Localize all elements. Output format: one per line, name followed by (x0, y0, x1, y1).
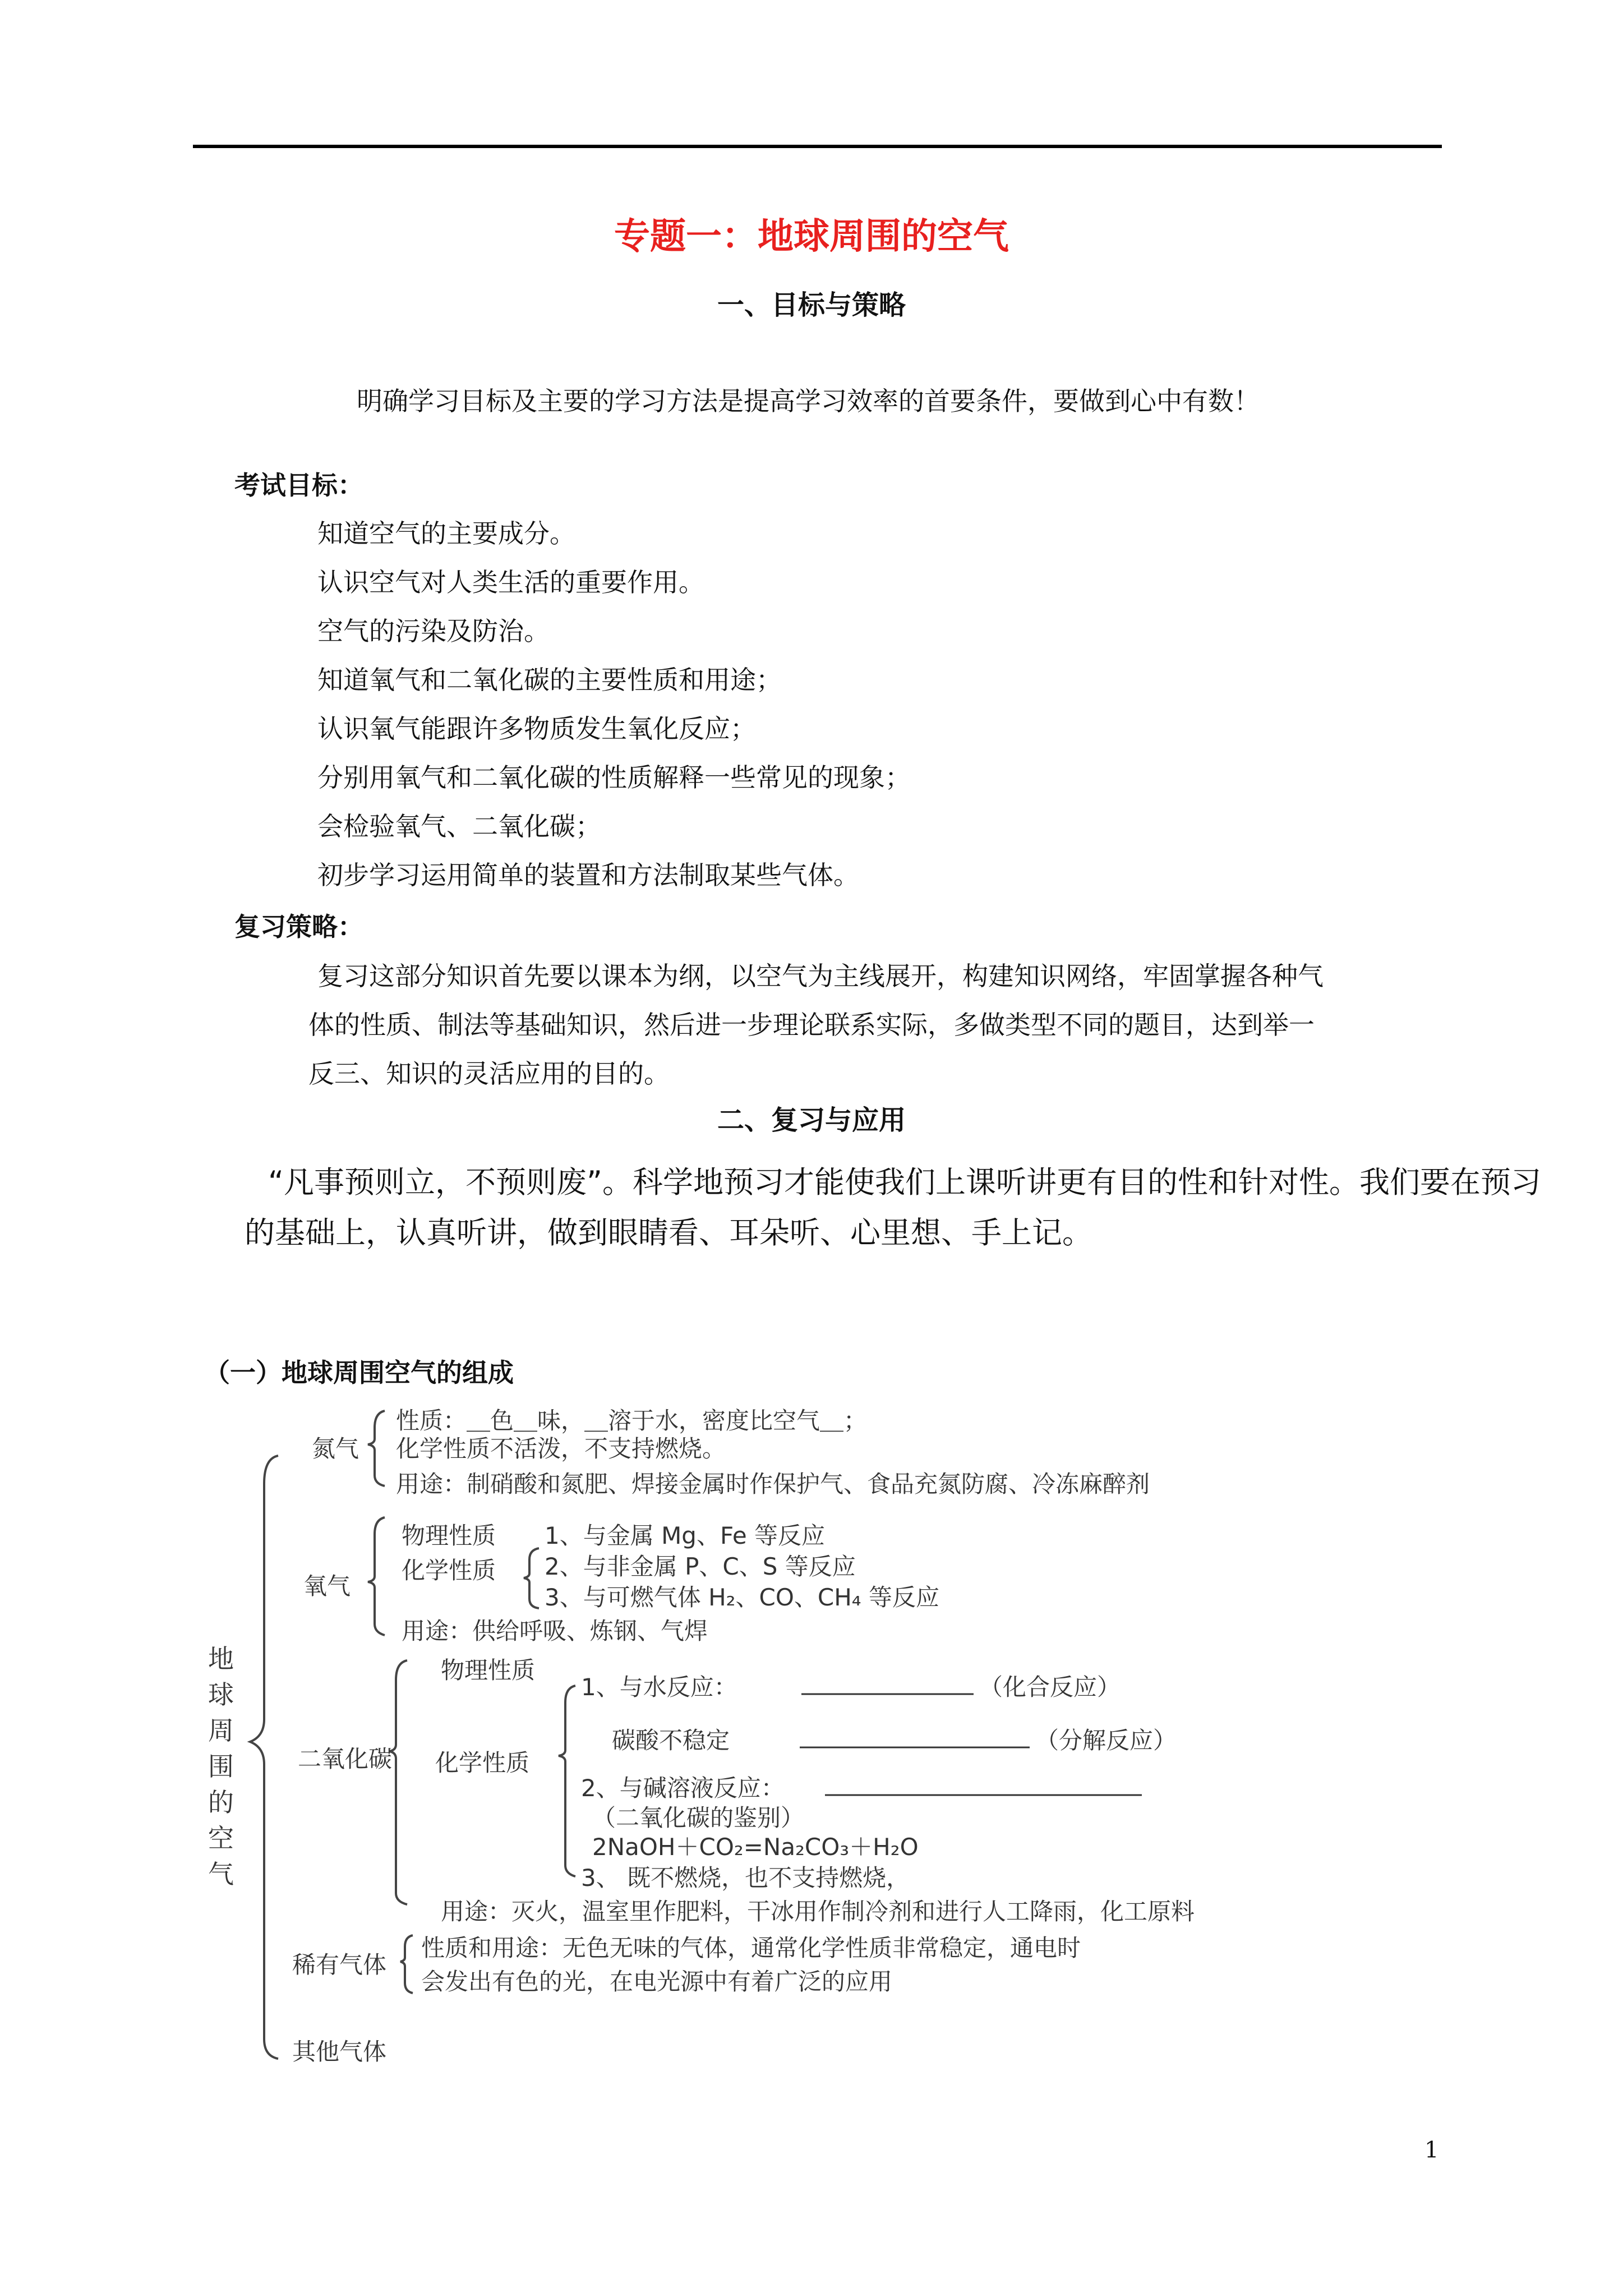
rare-gas-line-1: 性质和用途：无色无味的气体，通常化学性质非常稳定，通电时 (421, 1934, 1081, 1962)
co2-equation: 2NaOH＋CO₂=Na₂CO₃＋H₂O (592, 1833, 919, 1861)
preview-line-1: “凡事预则立，不预则废”。科学地预习才能使我们上课听讲更有目的性和针对性。我们要在预习 (268, 1165, 1541, 1200)
co2-phys: 物理性质 (441, 1657, 536, 1684)
diagram-root-label: 地 球 周 围 的 空 气 (208, 1644, 234, 1889)
review-strategy-line: 反三、知识的灵活应用的目的。 (308, 1059, 670, 1089)
review-strategy-label: 复习策略： (234, 912, 363, 942)
oxygen-use: 用途：供给呼吸、炼钢、气焊 (402, 1617, 708, 1645)
nitrogen-properties: 性质：＿色＿味，＿溶于水，密度比空气＿； (396, 1407, 868, 1434)
nitrogen-chem: 化学性质不活泼，不支持燃烧。 (396, 1435, 726, 1462)
header-rule (193, 145, 1442, 148)
co2-label: 二氧化碳 (298, 1745, 393, 1773)
exam-goal-item: 空气的污染及防治。 (317, 616, 550, 646)
co2-reaction-3: 3、 既不燃烧，也不支持燃烧， (581, 1864, 910, 1892)
nitrogen-label: 氮气 (312, 1435, 359, 1462)
rare-gas-line-2: 会发出有色的光，在电光源中有着广泛的应用 (421, 1968, 893, 1995)
page-title: 专题一：地球周围的空气 (614, 215, 1009, 257)
co2-reaction-1: 1、与水反应： (581, 1673, 737, 1701)
exam-goal-item: 认识空气对人类生活的重要作用。 (317, 567, 704, 597)
intro-text: 明确学习目标及主要的学习方法是提高学习效率的首要条件，要做到心中有数！ (357, 386, 1260, 416)
oxygen-phys: 物理性质 (402, 1522, 496, 1549)
oxygen-reaction-3: 3、与可燃气体 H₂、CO、CH₄ 等反应 (545, 1584, 939, 1611)
exam-goal-item: 初步学习运用简单的装置和方法制取某些气体。 (317, 860, 859, 890)
exam-goal-item: 会检验氧气、二氧化碳； (317, 811, 601, 841)
page-number: 1 (1424, 2137, 1439, 2163)
review-strategy-line: 体的性质、制法等基础知识，然后进一步理论联系实际，多做类型不同的题目，达到举一 (308, 1010, 1315, 1040)
review-strategy-line: 复习这部分知识首先要以课本为纲，以空气为主线展开，构建知识网络，牢固掌握各种气 (317, 961, 1324, 991)
oxygen-label: 氧气 (303, 1572, 351, 1600)
co2-carbonic-acid-note: （分解反应） (1035, 1727, 1177, 1754)
co2-reaction-2: 2、与碱溶液反应： (581, 1774, 785, 1802)
co2-carbonic-acid: 碳酸不稳定 (612, 1727, 730, 1754)
air-composition-diagram (194, 1405, 1285, 2069)
subsection-heading: （一）地球周围空气的组成 (204, 1358, 514, 1388)
oxygen-chem: 化学性质 (402, 1557, 496, 1584)
rare-gas-label: 稀有气体 (292, 1951, 387, 1978)
co2-reaction-2-note: （二氧化碳的鉴别） (592, 1804, 805, 1832)
co2-chem: 化学性质 (435, 1749, 530, 1777)
co2-reaction-1-note: （化合反应） (979, 1673, 1121, 1701)
co2-use: 用途：灭火，温室里作肥料，干冰用作制冷剂和进行人工降雨，化工原料 (441, 1898, 1195, 1925)
exam-goal-item: 知道氧气和二氧化碳的主要性质和用途； (317, 665, 782, 695)
exam-goal-item: 认识氧气能跟许多物质发生氧化反应； (317, 714, 756, 744)
oxygen-reaction-2: 2、与非金属 P、C、S 等反应 (545, 1553, 856, 1580)
exam-goal-item: 知道空气的主要成分。 (317, 518, 575, 549)
exam-goals-label: 考试目标： (234, 470, 363, 500)
section1-heading: 一、目标与策略 (717, 289, 906, 321)
oxygen-reaction-1: 1、与金属 Mg、Fe 等反应 (545, 1522, 826, 1549)
preview-line-2: 的基础上，认真听讲，做到眼睛看、耳朵听、心里想、手上记。 (245, 1215, 1092, 1250)
exam-goal-item: 分别用氧气和二氧化碳的性质解释一些常见的现象； (317, 762, 911, 793)
nitrogen-use: 用途：制硝酸和氮肥、焊接金属时作保护气、食品充氮防腐、冷冻麻醉剂 (396, 1470, 1150, 1498)
other-gas-label: 其他气体 (292, 2038, 387, 2065)
section2-heading: 二、复习与应用 (717, 1105, 906, 1136)
